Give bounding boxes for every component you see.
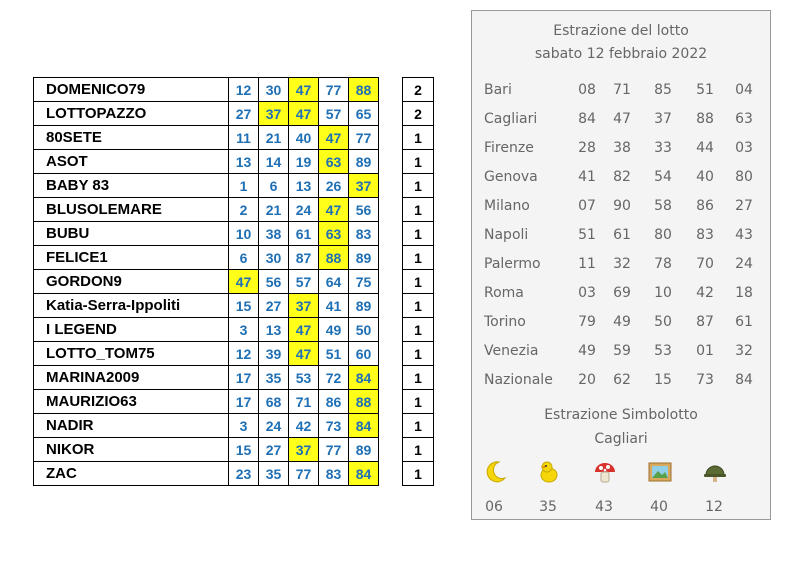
number-cell: 40 (289, 126, 319, 150)
drawn-number: 78 (654, 256, 672, 272)
player-row (34, 414, 379, 438)
drawn-number: 28 (578, 140, 596, 156)
number-cell: 19 (289, 150, 319, 174)
drawn-number: 11 (578, 256, 596, 272)
number-cell: 57 (319, 102, 349, 126)
scores-table (402, 77, 434, 486)
wheel-city: Cagliari (484, 111, 538, 127)
number-cell: 72 (319, 366, 349, 390)
player-name: FELICE1 (34, 246, 229, 270)
score-cell: 1 (403, 462, 434, 486)
number-cell: 73 (319, 414, 349, 438)
player-row (34, 78, 379, 102)
drawn-number: 32 (613, 256, 631, 272)
drawn-number: 59 (613, 343, 631, 359)
score-cell: 1 (403, 414, 434, 438)
wheel-city: Torino (484, 314, 526, 330)
number-cell: 77 (319, 438, 349, 462)
drawn-number: 38 (613, 140, 631, 156)
drawn-number: 87 (696, 314, 714, 330)
number-cell: 13 (229, 150, 259, 174)
score-cell: 1 (403, 342, 434, 366)
score-row (403, 390, 434, 414)
simbolotto-number: 40 (650, 499, 668, 515)
number-cell: 3 (229, 414, 259, 438)
player-name: NADIR (34, 414, 229, 438)
simbolotto-number: 06 (485, 499, 503, 515)
drawn-number: 90 (613, 198, 631, 214)
simbolotto-number: 35 (539, 499, 557, 515)
drawn-number: 07 (578, 198, 596, 214)
matched-number-cell: 63 (319, 222, 349, 246)
score-row (403, 150, 434, 174)
simbolotto-number: 12 (705, 499, 723, 515)
player-row (34, 198, 379, 222)
player-name: BABY 83 (34, 174, 229, 198)
score-row (403, 414, 434, 438)
number-cell: 49 (319, 318, 349, 342)
player-row (34, 462, 379, 486)
score-row (403, 78, 434, 102)
player-name: LOTTO_TOM75 (34, 342, 229, 366)
matched-number-cell: 84 (349, 414, 379, 438)
number-cell: 14 (259, 150, 289, 174)
number-cell: 12 (229, 78, 259, 102)
matched-number-cell: 63 (319, 150, 349, 174)
wheel-city: Genova (484, 169, 538, 185)
matched-number-cell: 37 (289, 438, 319, 462)
helmet-icon (702, 459, 728, 485)
lotto-draw-panel (471, 10, 771, 520)
drawn-number: 49 (578, 343, 596, 359)
drawn-number: 49 (613, 314, 631, 330)
wheel-city: Firenze (484, 140, 534, 156)
drawn-number: 63 (735, 111, 753, 127)
number-cell: 27 (229, 102, 259, 126)
number-cell: 64 (319, 270, 349, 294)
players-table (33, 77, 379, 486)
score-cell: 1 (403, 390, 434, 414)
simbolotto-number: 43 (595, 499, 613, 515)
player-row (34, 126, 379, 150)
score-cell: 1 (403, 150, 434, 174)
drawn-number: 37 (654, 111, 672, 127)
number-cell: 75 (349, 270, 379, 294)
number-cell: 27 (259, 294, 289, 318)
drawn-number: 15 (654, 372, 672, 388)
score-row (403, 462, 434, 486)
player-name: I LEGEND (34, 318, 229, 342)
simbolotto-wheel: Cagliari (594, 431, 648, 447)
drawn-number: 80 (654, 227, 672, 243)
number-cell: 56 (259, 270, 289, 294)
number-cell: 27 (259, 438, 289, 462)
matched-number-cell: 47 (289, 78, 319, 102)
matched-number-cell: 84 (349, 462, 379, 486)
player-name: MAURIZIO63 (34, 390, 229, 414)
score-cell: 1 (403, 246, 434, 270)
number-cell: 15 (229, 294, 259, 318)
drawn-number: 84 (578, 111, 596, 127)
matched-number-cell: 47 (319, 126, 349, 150)
drawn-number: 50 (654, 314, 672, 330)
number-cell: 50 (349, 318, 379, 342)
wheel-city: Venezia (484, 343, 539, 359)
number-cell: 71 (289, 390, 319, 414)
score-cell: 1 (403, 126, 434, 150)
drawn-number: 44 (696, 140, 714, 156)
drawn-number: 82 (613, 169, 631, 185)
number-cell: 51 (319, 342, 349, 366)
number-cell: 30 (259, 246, 289, 270)
number-cell: 38 (259, 222, 289, 246)
simbolotto-title: Estrazione Simbolotto (544, 407, 698, 423)
player-name: MARINA2009 (34, 366, 229, 390)
number-cell: 53 (289, 366, 319, 390)
number-cell: 83 (319, 462, 349, 486)
player-name: GORDON9 (34, 270, 229, 294)
drawn-number: 24 (735, 256, 753, 272)
number-cell: 6 (229, 246, 259, 270)
drawn-number: 18 (735, 285, 753, 301)
number-cell: 1 (229, 174, 259, 198)
player-row (34, 366, 379, 390)
drawn-number: 40 (696, 169, 714, 185)
number-cell: 12 (229, 342, 259, 366)
drawn-number: 58 (654, 198, 672, 214)
matched-number-cell: 88 (349, 78, 379, 102)
number-cell: 41 (319, 294, 349, 318)
drawn-number: 71 (613, 82, 631, 98)
number-cell: 3 (229, 318, 259, 342)
score-row (403, 270, 434, 294)
drawn-number: 20 (578, 372, 596, 388)
framed-picture-icon (647, 459, 673, 485)
player-row (34, 222, 379, 246)
matched-number-cell: 47 (289, 102, 319, 126)
player-name: BUBU (34, 222, 229, 246)
player-name: 80SETE (34, 126, 229, 150)
drawn-number: 53 (654, 343, 672, 359)
number-cell: 77 (289, 462, 319, 486)
drawn-number: 61 (735, 314, 753, 330)
matched-number-cell: 88 (319, 246, 349, 270)
score-row (403, 222, 434, 246)
player-row (34, 246, 379, 270)
score-row (403, 126, 434, 150)
drawn-number: 86 (696, 198, 714, 214)
matched-number-cell: 88 (349, 390, 379, 414)
matched-number-cell: 47 (319, 198, 349, 222)
number-cell: 77 (319, 78, 349, 102)
number-cell: 60 (349, 342, 379, 366)
drawn-number: 33 (654, 140, 672, 156)
drawn-number: 73 (696, 372, 714, 388)
score-row (403, 318, 434, 342)
matched-number-cell: 84 (349, 366, 379, 390)
number-cell: 77 (349, 126, 379, 150)
matched-number-cell: 37 (259, 102, 289, 126)
drawn-number: 41 (578, 169, 596, 185)
number-cell: 17 (229, 390, 259, 414)
number-cell: 15 (229, 438, 259, 462)
score-row (403, 246, 434, 270)
score-cell: 2 (403, 78, 434, 102)
number-cell: 83 (349, 222, 379, 246)
drawn-number: 42 (696, 285, 714, 301)
number-cell: 23 (229, 462, 259, 486)
number-cell: 21 (259, 198, 289, 222)
number-cell: 35 (259, 462, 289, 486)
player-row (34, 102, 379, 126)
drawn-number: 08 (578, 82, 596, 98)
drawn-number: 01 (696, 343, 714, 359)
score-cell: 1 (403, 318, 434, 342)
player-row (34, 174, 379, 198)
drawn-number: 51 (696, 82, 714, 98)
player-name: ZAC (34, 462, 229, 486)
number-cell: 24 (259, 414, 289, 438)
number-cell: 86 (319, 390, 349, 414)
wheel-city: Bari (484, 82, 512, 98)
score-row (403, 366, 434, 390)
matched-number-cell: 37 (289, 294, 319, 318)
drawn-number: 47 (613, 111, 631, 127)
score-row (403, 438, 434, 462)
player-name: ASOT (34, 150, 229, 174)
player-row (34, 390, 379, 414)
wheel-city: Roma (484, 285, 524, 301)
drawn-number: 32 (735, 343, 753, 359)
drawn-number: 04 (735, 82, 753, 98)
score-row (403, 198, 434, 222)
drawn-number: 84 (735, 372, 753, 388)
drawn-number: 83 (696, 227, 714, 243)
drawn-number: 85 (654, 82, 672, 98)
number-cell: 30 (259, 78, 289, 102)
drawn-number: 70 (696, 256, 714, 272)
number-cell: 57 (289, 270, 319, 294)
matched-number-cell: 47 (289, 342, 319, 366)
number-cell: 61 (289, 222, 319, 246)
player-row (34, 150, 379, 174)
wheel-city: Palermo (484, 256, 541, 272)
drawn-number: 10 (654, 285, 672, 301)
score-row (403, 342, 434, 366)
player-row (34, 270, 379, 294)
score-cell: 1 (403, 222, 434, 246)
player-row (34, 342, 379, 366)
number-cell: 89 (349, 438, 379, 462)
player-name: LOTTOPAZZO (34, 102, 229, 126)
number-cell: 89 (349, 150, 379, 174)
number-cell: 65 (349, 102, 379, 126)
drawn-number: 62 (613, 372, 631, 388)
drawn-number: 69 (613, 285, 631, 301)
score-cell: 1 (403, 174, 434, 198)
chick-icon (536, 459, 562, 485)
player-name: DOMENICO79 (34, 78, 229, 102)
number-cell: 2 (229, 198, 259, 222)
matched-number-cell: 47 (289, 318, 319, 342)
drawn-number: 79 (578, 314, 596, 330)
number-cell: 68 (259, 390, 289, 414)
player-name: NIKOR (34, 438, 229, 462)
number-cell: 87 (289, 246, 319, 270)
player-row (34, 318, 379, 342)
score-row (403, 174, 434, 198)
draw-date: sabato 12 febbraio 2022 (534, 46, 708, 62)
player-name: Katia-Serra-Ippoliti (34, 294, 229, 318)
wheel-city: Milano (484, 198, 530, 214)
drawn-number: 80 (735, 169, 753, 185)
number-cell: 89 (349, 294, 379, 318)
score-cell: 1 (403, 270, 434, 294)
score-cell: 1 (403, 294, 434, 318)
number-cell: 26 (319, 174, 349, 198)
number-cell: 42 (289, 414, 319, 438)
matched-number-cell: 37 (349, 174, 379, 198)
drawn-number: 54 (654, 169, 672, 185)
number-cell: 17 (229, 366, 259, 390)
player-row (34, 294, 379, 318)
player-row (34, 438, 379, 462)
drawn-number: 61 (613, 227, 631, 243)
drawn-number: 27 (735, 198, 753, 214)
number-cell: 89 (349, 246, 379, 270)
draw-title: Estrazione del lotto (553, 23, 689, 39)
crescent-moon-icon (482, 459, 508, 485)
wheel-city: Nazionale (484, 372, 553, 388)
number-cell: 13 (259, 318, 289, 342)
score-cell: 1 (403, 438, 434, 462)
number-cell: 11 (229, 126, 259, 150)
matched-number-cell: 47 (229, 270, 259, 294)
drawn-number: 51 (578, 227, 596, 243)
drawn-number: 03 (735, 140, 753, 156)
number-cell: 35 (259, 366, 289, 390)
number-cell: 39 (259, 342, 289, 366)
drawn-number: 43 (735, 227, 753, 243)
score-cell: 1 (403, 198, 434, 222)
number-cell: 21 (259, 126, 289, 150)
player-name: BLUSOLEMARE (34, 198, 229, 222)
number-cell: 6 (259, 174, 289, 198)
number-cell: 24 (289, 198, 319, 222)
score-row (403, 294, 434, 318)
number-cell: 10 (229, 222, 259, 246)
score-cell: 2 (403, 102, 434, 126)
number-cell: 13 (289, 174, 319, 198)
drawn-number: 03 (578, 285, 596, 301)
number-cell: 56 (349, 198, 379, 222)
mushroom-icon (592, 459, 618, 485)
score-cell: 1 (403, 366, 434, 390)
score-row (403, 102, 434, 126)
drawn-number: 88 (696, 111, 714, 127)
wheel-city: Napoli (484, 227, 529, 243)
